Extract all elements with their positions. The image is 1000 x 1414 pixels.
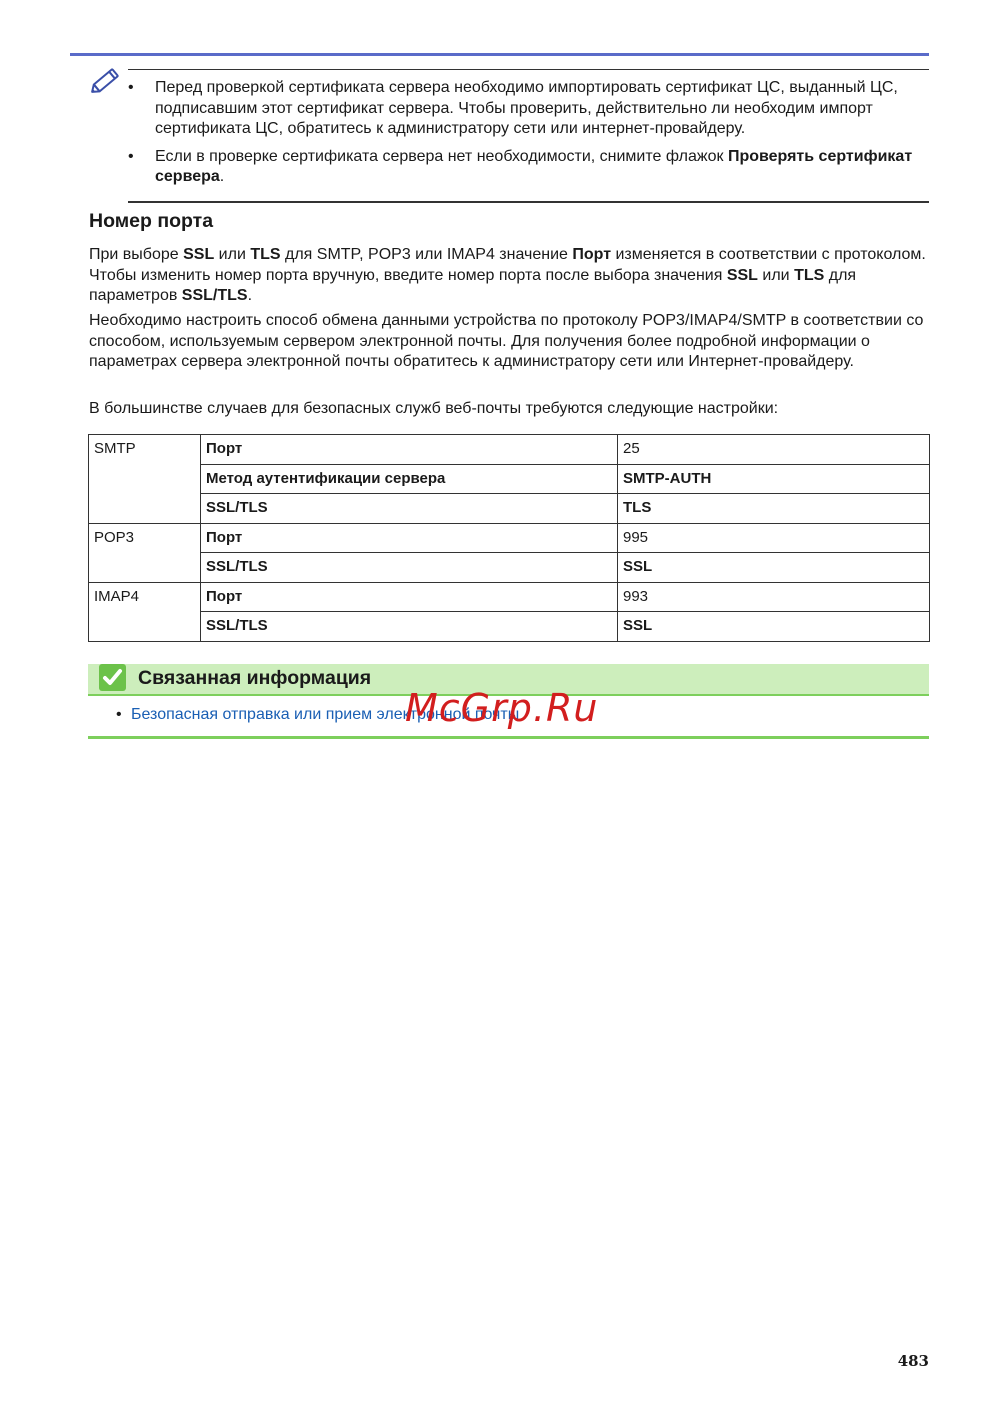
text: . <box>247 287 253 304</box>
protocol-cell: POP3 <box>89 523 201 582</box>
value-cell: 995 <box>618 523 930 553</box>
checkmark-icon <box>99 664 126 691</box>
protocol-cell: IMAP4 <box>89 582 201 641</box>
note-box <box>128 69 929 203</box>
setting-cell: Метод аутентификации сервера <box>201 464 618 494</box>
bullet: • <box>128 79 134 96</box>
text: или <box>214 246 251 263</box>
bold-term: SSL <box>183 246 215 263</box>
text: для SMTP, POP3 или IMAP4 значение <box>280 246 573 263</box>
watermark: McGrp.Ru <box>405 686 599 730</box>
text: При выборе <box>89 246 184 263</box>
table-row <box>89 494 930 524</box>
note-text: . <box>219 168 225 185</box>
note-item <box>128 147 929 188</box>
note-text: Перед проверкой сертификата сервера необходимо импортировать сертификат ЦС, выданный ЦС, подписавшим этот сертификат сервера. Чтобы проверить, действительно ли необходим импорт сертификата ЦС, обратитесь к администратору сети или интернет-провайдеру. <box>155 79 898 137</box>
bold-term: TLS <box>250 246 281 263</box>
setting-cell: Порт <box>201 582 618 612</box>
table-row <box>89 612 930 642</box>
text: изменяется в соответствии с протоколом. Чтобы изменить номер порта вручную, введите номер порта после выбора значения <box>89 246 926 284</box>
note-text: Если в проверке сертификата сервера нет необходимости, снимите флажок <box>155 147 728 165</box>
setting-cell: SSL/TLS <box>201 553 618 583</box>
setting-cell: Порт <box>201 435 618 465</box>
value-cell: 25 <box>618 435 930 465</box>
paragraph-secure-webmail: В большинстве случаев для безопасных служб веб-почты требуются следующие настройки: <box>89 400 779 417</box>
setting-cell: SSL/TLS <box>201 612 618 642</box>
bullet: • <box>128 147 134 165</box>
value-cell: SSL <box>618 553 930 583</box>
bold-term: SSL/TLS <box>181 287 248 304</box>
text: или <box>757 266 795 284</box>
page-number: 483 <box>897 1352 929 1370</box>
related-link-secure-email[interactable]: Безопасная отправка или прием электронной почты <box>131 706 520 723</box>
bold-term: SSL <box>726 266 758 284</box>
value-cell: SSL <box>618 612 930 642</box>
setting-cell: Порт <box>201 523 618 553</box>
pencil-note-icon <box>88 62 126 98</box>
protocol-cell: SMTP <box>89 435 201 524</box>
text: для параметров <box>89 266 857 304</box>
value-cell: 993 <box>618 582 930 612</box>
table-row <box>89 435 930 465</box>
table-row <box>89 523 930 553</box>
table-row <box>89 553 930 583</box>
bullet: • <box>116 706 122 723</box>
paragraph-configure: Необходимо настроить способ обмена данными устройства по протоколу POP3/IMAP4/SMTP в соответствии со способом, используемым сервером электронной почты. Для получения более подробной информации о параметрах сервера электронной почты обратитесь к администратору сети или Интернет-провайдеру. <box>89 312 924 370</box>
settings-table <box>88 434 930 642</box>
note-item <box>128 78 929 140</box>
top-rule <box>70 53 929 56</box>
table-row <box>89 464 930 494</box>
bold-term: TLS <box>794 266 825 284</box>
bold-term: Порт <box>572 246 612 263</box>
paragraph-port-intro <box>89 245 930 307</box>
setting-cell: SSL/TLS <box>201 494 618 524</box>
related-title: Связанная информация <box>138 667 372 689</box>
section-title: Номер порта <box>89 210 214 232</box>
value-cell: TLS <box>618 494 930 524</box>
value-cell: SMTP-AUTH <box>618 464 930 494</box>
table-row <box>89 582 930 612</box>
checkbox-label-ref: Проверять сертификат сервера <box>155 147 913 185</box>
